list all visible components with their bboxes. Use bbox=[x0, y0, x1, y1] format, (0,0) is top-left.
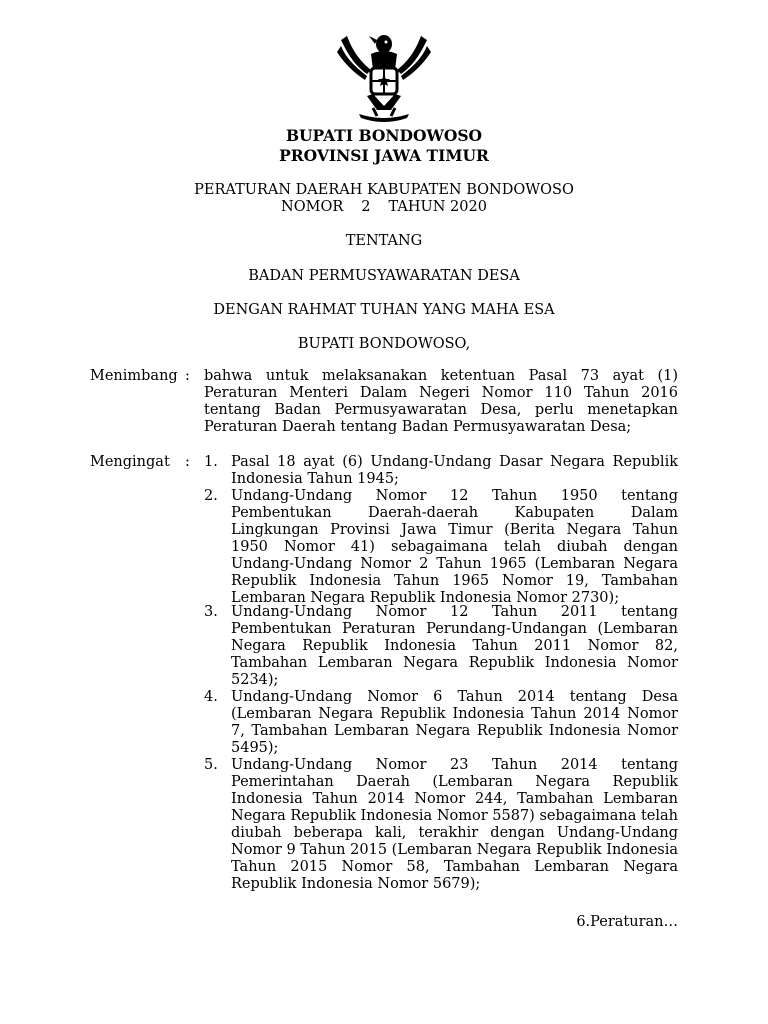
preamble: DENGAN RAHMAT TUHAN YANG MAHA ESA bbox=[213, 302, 555, 318]
list-item-line: Negara Republik Indonesia Tahun 2011 Nomor 82, bbox=[231, 638, 678, 654]
menimbang-line: Peraturan Daerah tentang Badan Permusyawaratan Desa; bbox=[204, 419, 632, 435]
list-item-line: Indonesia Tahun 1945; bbox=[231, 471, 399, 487]
list-item-line: Pembentukan Peraturan Perundang-Undangan (Lembaran bbox=[231, 621, 678, 637]
list-item-line: Pemerintahan Daerah (Lembaran Negara Republik bbox=[231, 774, 678, 790]
list-item-line: Lembaran Negara Republik Indonesia Nomor 2730); bbox=[231, 590, 620, 606]
list-item-number: 4. bbox=[204, 689, 218, 705]
list-item-number: 2. bbox=[204, 488, 218, 504]
list-item-line: 7, Tambahan Lembaran Negara Republik Indonesia Nomor bbox=[231, 723, 678, 739]
list-item-line: Tahun 2015 Nomor 58, Tambahan Lembaran Negara bbox=[231, 859, 678, 875]
list-item-line: Negara Republik Indonesia Nomor 5587) sebagaimana telah bbox=[231, 808, 678, 824]
list-item-line: Undang-Undang Nomor 2 Tahun 1965 (Lembaran Negara bbox=[231, 556, 678, 572]
menimbang-line: tentang Badan Permusyawaratan Desa, perlu menetapkan bbox=[204, 402, 678, 418]
list-item-line: Undang-Undang Nomor 12 Tahun 2011 tentang bbox=[231, 604, 678, 620]
list-item-line: Republik Indonesia Nomor 5679); bbox=[231, 876, 481, 892]
menimbang-line: bahwa untuk melaksanakan ketentuan Pasal 73 ayat (1) bbox=[204, 368, 678, 384]
list-item bbox=[231, 604, 678, 689]
menimbang-label: Menimbang bbox=[90, 368, 178, 384]
list-item-line: (Lembaran Negara Republik Indonesia Tahun 2014 Nomor bbox=[231, 706, 678, 722]
list-item bbox=[231, 488, 678, 607]
list-item bbox=[231, 454, 678, 488]
mengingat-label: Mengingat bbox=[90, 454, 170, 470]
list-item-line: 1950 Nomor 41) sebagaimana telah diubah dengan bbox=[231, 539, 678, 555]
list-item-line: Republik Indonesia Tahun 1965 Nomor 19, Tambahan bbox=[231, 573, 678, 589]
garuda-emblem-icon bbox=[333, 30, 435, 122]
regulation-subject: BADAN PERMUSYAWARATAN DESA bbox=[248, 268, 520, 284]
list-item-line: Tambahan Lembaran Negara Republik Indonesia Nomor bbox=[231, 655, 678, 671]
nomor-value: 2 bbox=[361, 199, 371, 215]
list-item-number: 1. bbox=[204, 454, 218, 470]
list-item-number: 5. bbox=[204, 757, 218, 773]
list-item-line: Indonesia Tahun 2014 Nomor 244, Tambahan Lembaran bbox=[231, 791, 678, 807]
list-item-line: 5234); bbox=[231, 672, 279, 688]
list-item-line: Lingkungan Provinsi Jawa Timur (Berita Negara Tahun bbox=[231, 522, 678, 538]
mengingat-colon: : bbox=[185, 454, 190, 470]
menimbang-line: Peraturan Menteri Dalam Negeri Nomor 110 Tahun 2016 bbox=[204, 385, 678, 401]
issuer-declaration: BUPATI BONDOWOSO, bbox=[297, 336, 471, 352]
list-item-line: 5495); bbox=[231, 740, 279, 756]
regulation-type: PERATURAN DAERAH KABUPATEN BONDOWOSO bbox=[194, 182, 574, 198]
nomor-label: NOMOR bbox=[281, 199, 344, 215]
tentang-heading: TENTANG bbox=[345, 233, 423, 249]
list-item-line: Nomor 9 Tahun 2015 (Lembaran Negara Republik Indonesia bbox=[231, 842, 678, 858]
regulation-number bbox=[0, 199, 768, 215]
list-item bbox=[231, 689, 678, 757]
list-item bbox=[231, 757, 678, 893]
list-item-line: diubah beberapa kali, terakhir dengan Undang-Undang bbox=[231, 825, 678, 841]
page-continuation: 6.Peraturan… bbox=[576, 914, 678, 930]
menimbang-colon: : bbox=[185, 368, 190, 384]
menimbang-text bbox=[204, 368, 678, 436]
list-item-line: Undang-Undang Nomor 23 Tahun 2014 tentang bbox=[231, 757, 678, 773]
issuer-title-line2: PROVINSI JAWA TIMUR bbox=[279, 146, 489, 165]
list-item-line: Undang-Undang Nomor 12 Tahun 1950 tentang bbox=[231, 488, 678, 504]
list-item-number: 3. bbox=[204, 604, 218, 620]
list-item-line: Undang-Undang Nomor 6 Tahun 2014 tentang Desa bbox=[231, 689, 678, 705]
list-item-line: Pasal 18 ayat (6) Undang-Undang Dasar Negara Republik bbox=[231, 454, 678, 470]
issuer-title-line1: BUPATI BONDOWOSO bbox=[285, 126, 483, 145]
regulation-year: TAHUN 2020 bbox=[388, 199, 487, 215]
list-item-line: Pembentukan Daerah-daerah Kabupaten Dalam bbox=[231, 505, 678, 521]
